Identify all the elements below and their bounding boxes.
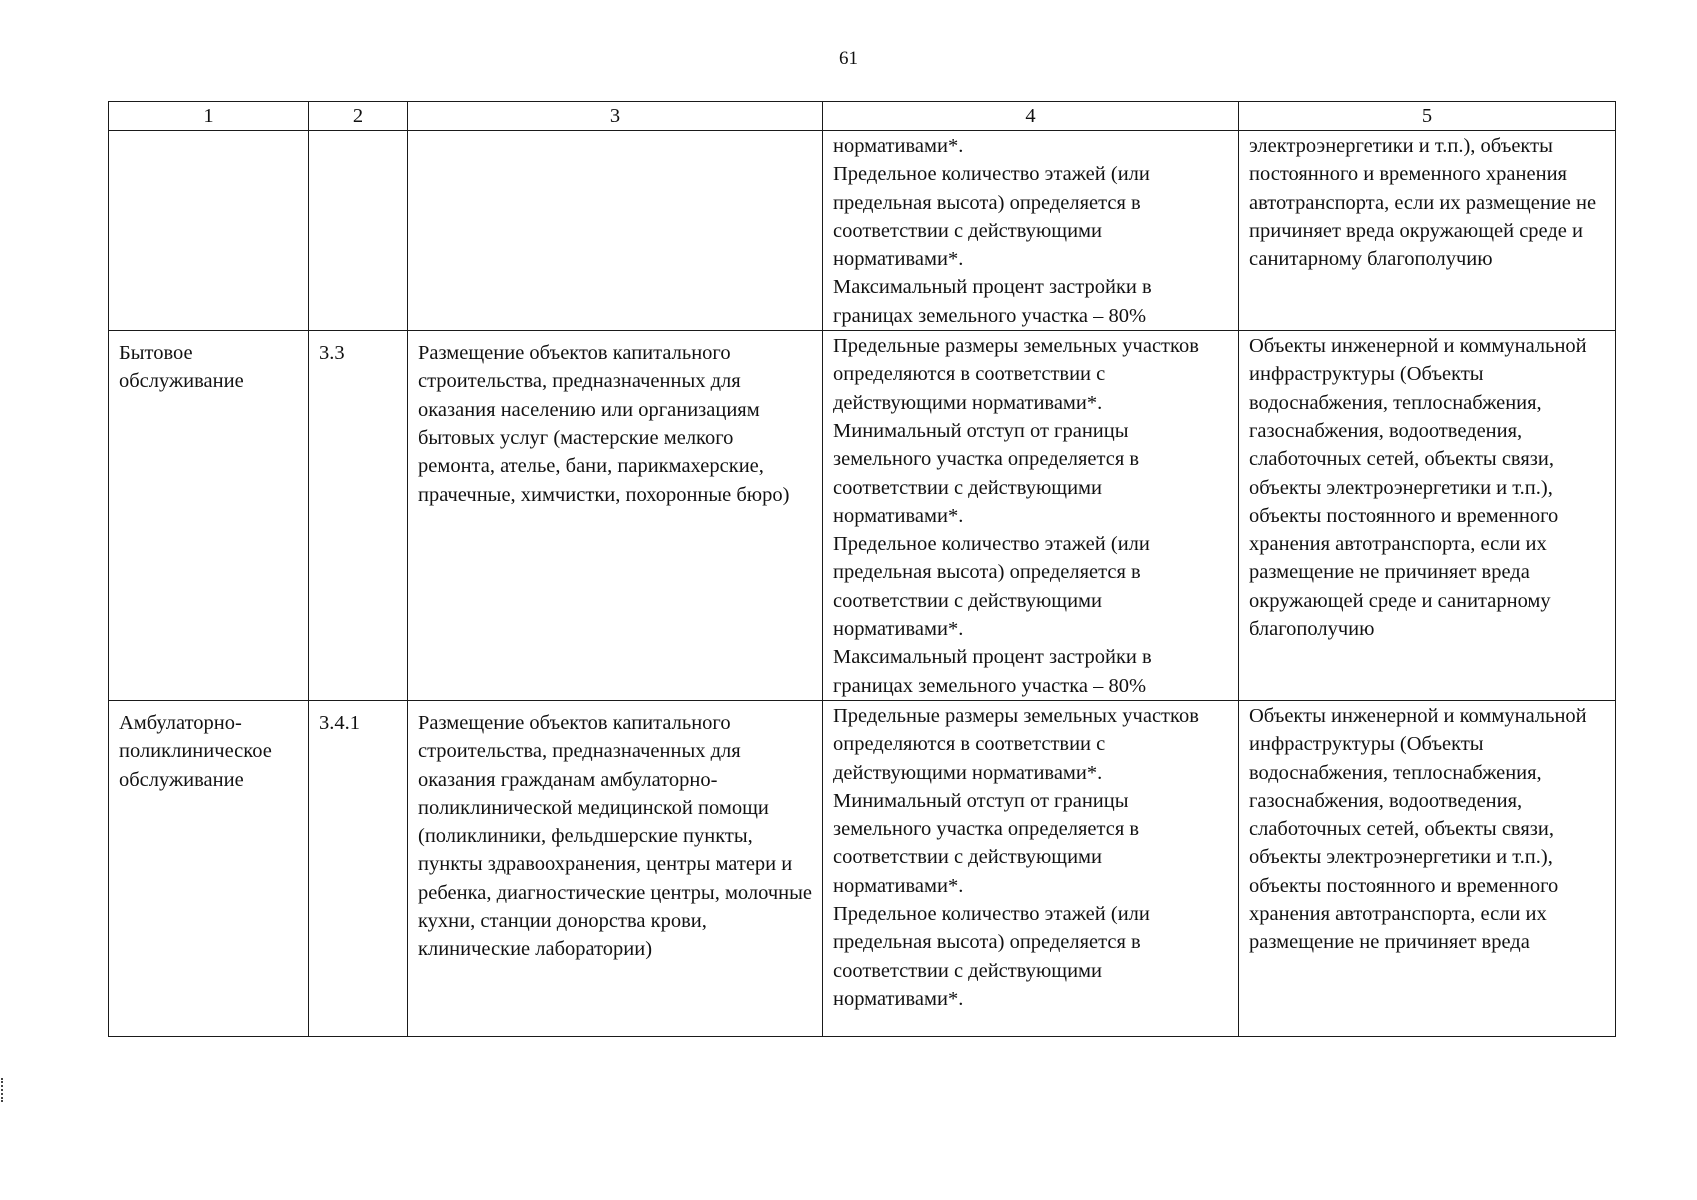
scan-edge-mark (1, 1078, 5, 1102)
building-parameters: Предельные размеры земельных участков определяются в соответствии с действующими нормативами*. Минимальный отступ от границы земельного участка определяется в соответствии с действующими нормативами*. Предельное количество этажей (или предельная высота) определяется в соответствии с действующими нормативами*. Максимальный процент застройки в границах земельного участка – 80% (823, 331, 1239, 701)
column-number-row (109, 102, 1616, 131)
page-number: 61 (839, 48, 858, 69)
column-number-3: 3 (408, 102, 823, 131)
building-parameters: Предельные размеры земельных участков определяются в соответствии с действующими нормативами*. Минимальный отступ от границы земельного участка определяется в соответствии с действующими нормативами*. Предельное количество этажей (или предельная высота) определяется в соответствии с действующими нормативами*. (823, 700, 1239, 1036)
use-type-name (109, 131, 309, 331)
use-type-code (309, 131, 408, 331)
use-type-description: Размещение объектов капитального строительства, предназначенных для оказания населению или организациям бытовых услуг (мастерские мелкого ремонта, ателье, бани, парикмахерские, прачечные, химчистки, похоронные бюро) (408, 331, 823, 701)
table-row (109, 131, 1616, 331)
table-row (109, 700, 1616, 1036)
use-type-code: 3.4.1 (309, 700, 408, 1036)
use-type-code: 3.3 (309, 331, 408, 701)
table-row (109, 331, 1616, 701)
column-number-4: 4 (823, 102, 1239, 131)
use-type-description: Размещение объектов капитального строительства, предназначенных для оказания гражданам амбулаторно-поликлинической медицинской помощи (поликлиники, фельдшерские пункты, пункты здравоохранения, центры матери и ребенка, диагностические центры, молочные кухни, станции донорства крови, клинические лаборатории) (408, 700, 823, 1036)
column-number-2: 2 (309, 102, 408, 131)
ancillary-uses: Объекты инженерной и коммунальной инфраструктуры (Объекты водоснабжения, теплоснабжения, газоснабжения, водоотведения, слаботочных сетей, объекты связи, объекты электроэнергетики и т.п.), объекты постоянного и временного хранения автотранспорта, если их размещение не причиняет вреда (1239, 700, 1616, 1036)
ancillary-uses: электроэнергетики и т.п.), объекты постоянного и временного хранения автотранспорта, если их размещение не причиняет вреда окружающей среде и санитарному благополучию (1239, 131, 1616, 331)
building-parameters: нормативами*. Предельное количество этажей (или предельная высота) определяется в соответствии с действующими нормативами*. Максимальный процент застройки в границах земельного участка – 80% (823, 131, 1239, 331)
use-type-name: Бытовое обслуживание (109, 331, 309, 701)
column-number-1: 1 (109, 102, 309, 131)
use-type-name: Амбулаторно-поликлиническое обслуживание (109, 700, 309, 1036)
ancillary-uses: Объекты инженерной и коммунальной инфраструктуры (Объекты водоснабжения, теплоснабжения, газоснабжения, водоотведения, слаботочных сетей, объекты связи, объекты электроэнергетики и т.п.), объекты постоянного и временного хранения автотранспорта, если их размещение не причиняет вреда окружающей среде и санитарному благополучию (1239, 331, 1616, 701)
land-use-table (108, 101, 1616, 1037)
column-number-5: 5 (1239, 102, 1616, 131)
use-type-description (408, 131, 823, 331)
